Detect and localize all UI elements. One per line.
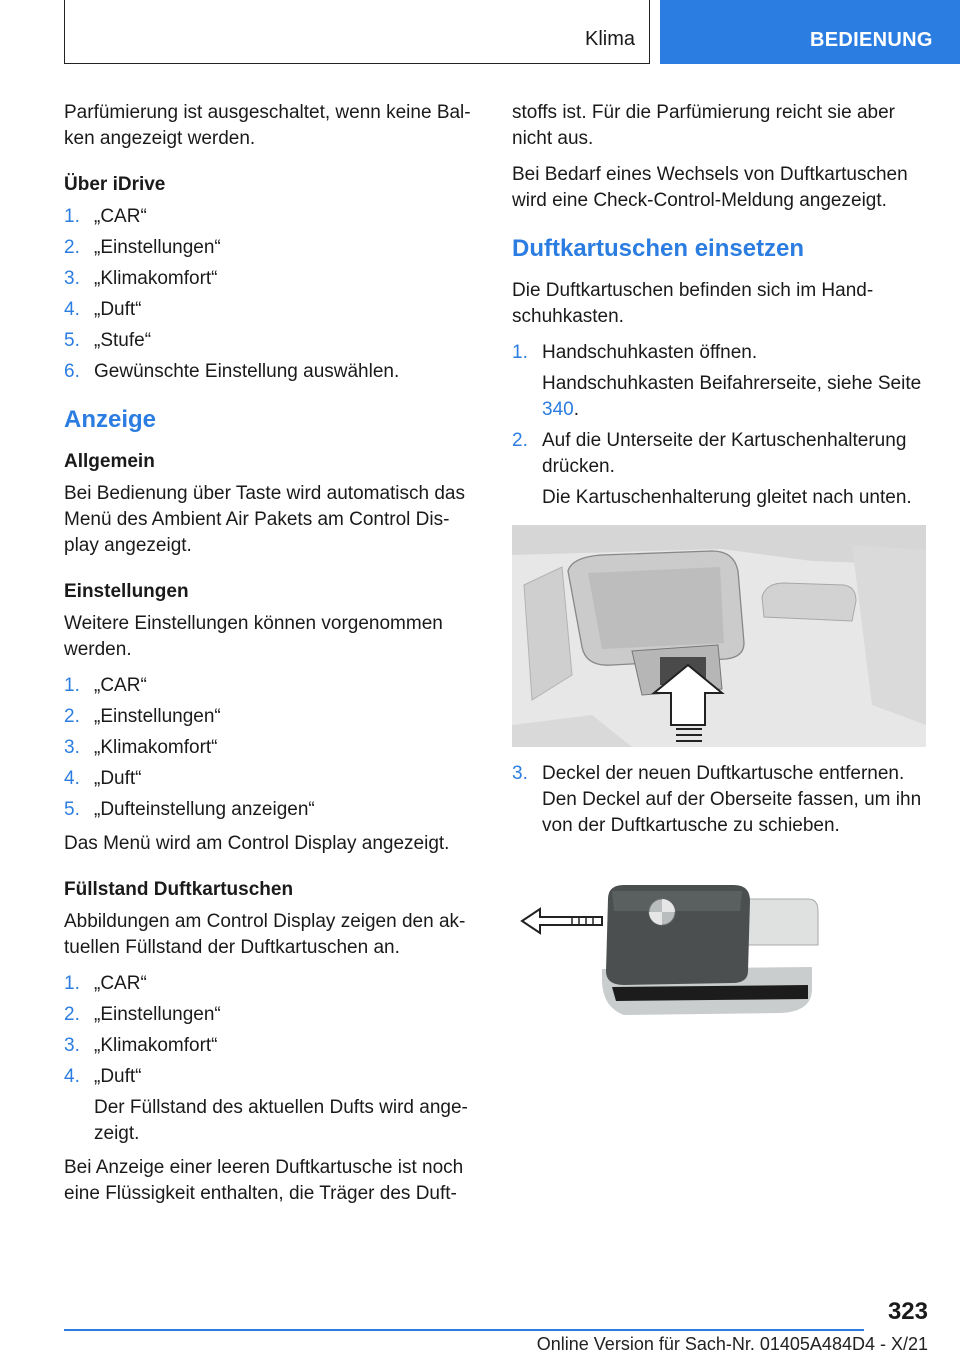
page-link[interactable]: 340 <box>542 399 574 420</box>
left-column <box>64 100 478 1217</box>
allgemein-paragraph: Bei Bedienung über Taste wird automatisch das Menü des Ambient Air Pakets am Control Dis-play angezeigt. <box>64 483 466 556</box>
list-item: 3. „Klimakomfort“ <box>64 737 218 758</box>
footer-text: Online Version für Sach-Nr. 01405A484D4 - X/21 <box>536 1334 928 1354</box>
list-item: 3. „Klimakomfort“ <box>64 268 218 289</box>
continuation-paragraph: stoffs ist. Für die Parfümierung reicht sie aber nicht aus. <box>512 102 895 149</box>
footer-divider <box>64 1329 864 1331</box>
list-item: 2. „Einstellungen“ <box>64 237 221 258</box>
list-item: 4. „Duft“ Der Füllstand des aktuellen Dufts wird ange-zeigt. <box>64 1066 468 1144</box>
einstellungen-paragraph: Weitere Einstellungen können vorgenommen werden. <box>64 613 443 660</box>
einsetzen-steps-cont <box>512 761 932 839</box>
list-item: 4. „Duft“ <box>64 768 142 789</box>
list-item: 2. Auf die Unterseite der Kartuschenhalterung drücken. Die Kartuschenhalterung gleitet nach unten. <box>512 430 912 508</box>
cartridge-lid-illustration <box>512 879 926 1039</box>
einsetzen-heading: Duftkartuschen einsetzen <box>512 235 805 262</box>
fuellstand-steps <box>64 971 478 1147</box>
check-control-paragraph: Bei Bedarf eines Wechsels von Duftkartuschen wird eine Check-Control-Meldung angezeigt. <box>512 164 908 211</box>
list-item: 1. „CAR“ <box>64 973 147 994</box>
einsetzen-paragraph: Die Duftkartuschen befinden sich im Hand-schuhkasten. <box>512 280 874 327</box>
intro-paragraph: Parfümierung ist ausgeschaltet, wenn keine Bal-ken angezeigt werden. <box>64 102 471 149</box>
idrive-steps <box>64 204 478 385</box>
einstellungen-heading: Einstellungen <box>64 581 189 602</box>
page-number: 323 <box>887 1298 928 1325</box>
header-section-title: Klima <box>584 28 635 50</box>
header-section-box <box>64 0 650 64</box>
cartridge-holder-illustration <box>512 525 926 747</box>
header-chapter-tab[interactable] <box>660 0 960 64</box>
list-item: 4. „Duft“ <box>64 299 142 320</box>
list-item: 3. „Klimakomfort“ <box>64 1035 218 1056</box>
list-item: 5. „Dufteinstellung anzeigen“ <box>64 799 315 820</box>
allgemein-heading: Allgemein <box>64 451 155 472</box>
einstellungen-after: Das Menü wird am Control Display angezeigt. <box>64 833 450 854</box>
list-item: 6. Gewünschte Einstellung auswählen. <box>64 361 400 382</box>
list-item: 1. Handschuhkasten öffnen. Handschuhkasten Beifahrerseite, siehe Seite 340. <box>512 342 922 420</box>
cartridge-lid-drawing <box>512 879 926 1039</box>
header-chapter-label: BEDIENUNG <box>810 29 933 51</box>
fuellstand-after: Bei Anzeige einer leeren Duftkartusche ist noch eine Flüssigkeit enthalten, die Träger des Duft- <box>64 1157 464 1204</box>
cartridge-holder-drawing <box>512 525 926 747</box>
list-item: 1. „CAR“ <box>64 675 147 696</box>
fuellstand-paragraph: Abbildungen am Control Display zeigen den ak-tuellen Füllstand der Duftkartuschen an. <box>64 911 466 958</box>
right-column <box>512 100 932 1039</box>
idrive-heading: Über iDrive <box>64 174 166 195</box>
einsetzen-steps <box>512 340 932 511</box>
list-item: 3. Deckel der neuen Duftkartusche entfernen. Den Deckel auf der Oberseite fassen, um ihn von der Duftkartusche zu schieben. <box>512 763 922 836</box>
einstellungen-steps <box>64 673 478 823</box>
list-item: 2. „Einstellungen“ <box>64 706 221 727</box>
anzeige-heading: Anzeige <box>64 406 157 433</box>
list-item: 5. „Stufe“ <box>64 330 152 351</box>
list-item: 2. „Einstellungen“ <box>64 1004 221 1025</box>
list-item: 1. „CAR“ <box>64 206 147 227</box>
fuellstand-heading: Füllstand Duftkartuschen <box>64 879 294 900</box>
